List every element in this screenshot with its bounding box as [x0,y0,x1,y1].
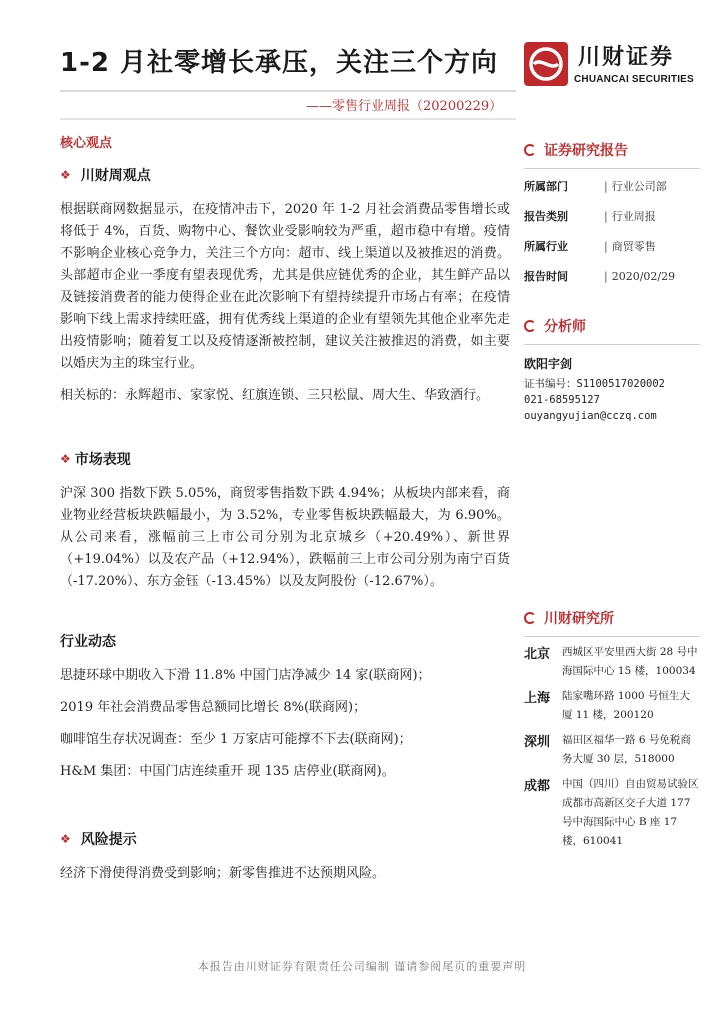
diamond-bullet-icon: ❖ [60,452,71,466]
diamond-bullet-icon: ❖ [60,168,71,182]
info-key: 所属部门 [524,180,568,193]
diamond-bullet-icon: ❖ [60,832,71,846]
info-key: 所属行业 [524,240,568,253]
risk-heading [60,829,510,849]
info-key: 报告类别 [524,210,568,223]
institute-title: 川财研究所 [544,611,614,627]
industry-item: 2019 年社会消费品零售总额同比增长 8%(联商网)； [60,700,367,715]
office-city: 深圳 [524,735,551,750]
analyst-cert: 证书编号：S1100517020002 [524,378,666,390]
weekly-view-body: 根据联商网数据显示，在疫情冲击下，2020 年 1-2 月社会消费品零售增长或将低于 4%，百货、购物中心、餐饮业受影响较为严重，超市稳中有增。疫情不影响企业核心竞争力，关注三个方向：超市、线上渠道以及被推迟的消费。头部超市企业一季度有望表现优秀，尤其是供应链优秀的企业，其生鲜产品以及链接消费者的能力使得企业在此次影响下有望持续提升市场占有率；在疫情影响下线上需求持续旺盛，拥有优秀线上渠道的企业有望领先其他企业率先走出疫情影响；随着复工以及疫情逐渐被控制，建议关注被推迟的消费，如主要以婚庆为主的珠宝行业。 [60,202,510,371]
industry-item: H&M 集团：中国门店连续重开 现 135 店停业(联商网)。 [60,764,395,779]
analyst-divider [524,344,700,345]
info-key: 报告时间 [524,270,568,283]
office-city: 成都 [524,779,551,794]
analyst-title: 分析师 [544,319,586,335]
core-view-label: 核心观点 [60,136,113,151]
report-info-table [524,173,700,289]
report-title: 1-2 月社零增长承压，关注三个方向 [60,48,499,78]
subtitle-divider [60,118,516,120]
section-bullet-icon [524,612,536,624]
info-row-category [524,203,700,229]
info-row-date [524,263,700,289]
analyst-email[interactable]: ouyangyujian@cczq.com [524,410,657,422]
analyst-card [524,355,700,424]
main-content [60,132,510,885]
brand-name-cn: 川财证券 [578,45,675,70]
risk-body: 经济下滑使得消费受到影响；新零售推进不达预期风险。 [60,866,386,881]
office-chengdu [524,775,700,851]
info-value: | 行业周报 [604,208,656,224]
analyst-heading [524,316,700,336]
brand-logo [524,38,694,94]
chuancai-logo-icon [524,42,568,86]
header-divider [60,90,516,92]
institute-heading [524,608,700,628]
section-bullet-icon [524,320,536,332]
related-stocks: 相关标的：永辉超市、家家悦、红旗连锁、三只松鼠、周大生、华致酒行。 [60,388,490,403]
office-city: 北京 [524,647,551,662]
report-info-panel [524,140,700,289]
report-subtitle: ——零售行业周报（20200229） [306,99,503,114]
risk-title: 风险提示 [80,832,137,848]
analyst-phone: 021-68595127 [524,394,600,406]
info-value: | 商贸零售 [604,238,656,254]
office-address: 陆家嘴环路 1000 号恒生大厦 11 楼，200120 [562,690,690,721]
industry-heading: 行业动态 [60,634,116,650]
office-beijing [524,643,700,681]
info-value: | 2020/02/29 [604,270,675,283]
analyst-panel [524,316,700,424]
institute-divider [524,636,700,637]
office-shanghai [524,687,700,725]
analyst-name: 欧阳宇剑 [524,357,573,371]
office-address: 西城区平安里西大街 28 号中海国际中心 15 楼，100034 [562,646,698,677]
market-heading [60,449,510,469]
office-address: 福田区福华一路 6 号免税商务大厦 30 层，518000 [562,734,691,765]
office-list [524,643,700,851]
institute-panel [524,608,700,851]
info-row-industry [524,233,700,259]
industry-item: 咖啡馆生存状况调查：至少 1 万家店可能撑不下去(联商网)； [60,732,412,747]
market-body: 沪深 300 指数下跌 5.05%，商贸零售指数下跌 4.94%；从板块内部来看，商业物业经营板块跌幅最小，为 3.52%，专业零售板块跌幅最大，为 6.90%。从公司来看，涨幅前三上市公司分别为北京城乡（+20.49%）、新世界（+19.04%）以及农产品（+12.94%），跌幅前三上市公司分别为南宁百货（-17.20%）、东方金钰（-13.45%）以及友阿股份（-12.67%）。 [60,486,510,589]
weekly-view-title: 川财周观点 [80,168,151,184]
office-city: 上海 [524,691,551,706]
section-bullet-icon [524,144,536,156]
market-title: 市场表现 [74,452,131,468]
weekly-view-heading [60,165,510,185]
office-shenzhen [524,731,700,769]
report-info-divider [524,168,700,169]
report-info-title: 证券研究报告 [544,143,628,159]
industry-item: 思捷环球中期收入下滑 11.8% 中国门店净减少 14 家(联商网)； [60,668,431,683]
brand-name-en: CHUANCAI SECURITIES [574,74,694,85]
office-address: 中国（四川）自由贸易试验区成都市高新区交子大道 177 号中海国际中心 B 座 17 楼，610041 [562,778,699,847]
info-value: | 行业公司部 [604,178,667,194]
info-row-department [524,173,700,199]
page-footer: 本报告由川财证券有限责任公司编制 谨请参阅尾页的重要声明 [197,960,527,973]
industry-list [60,665,510,783]
report-info-heading [524,140,700,160]
